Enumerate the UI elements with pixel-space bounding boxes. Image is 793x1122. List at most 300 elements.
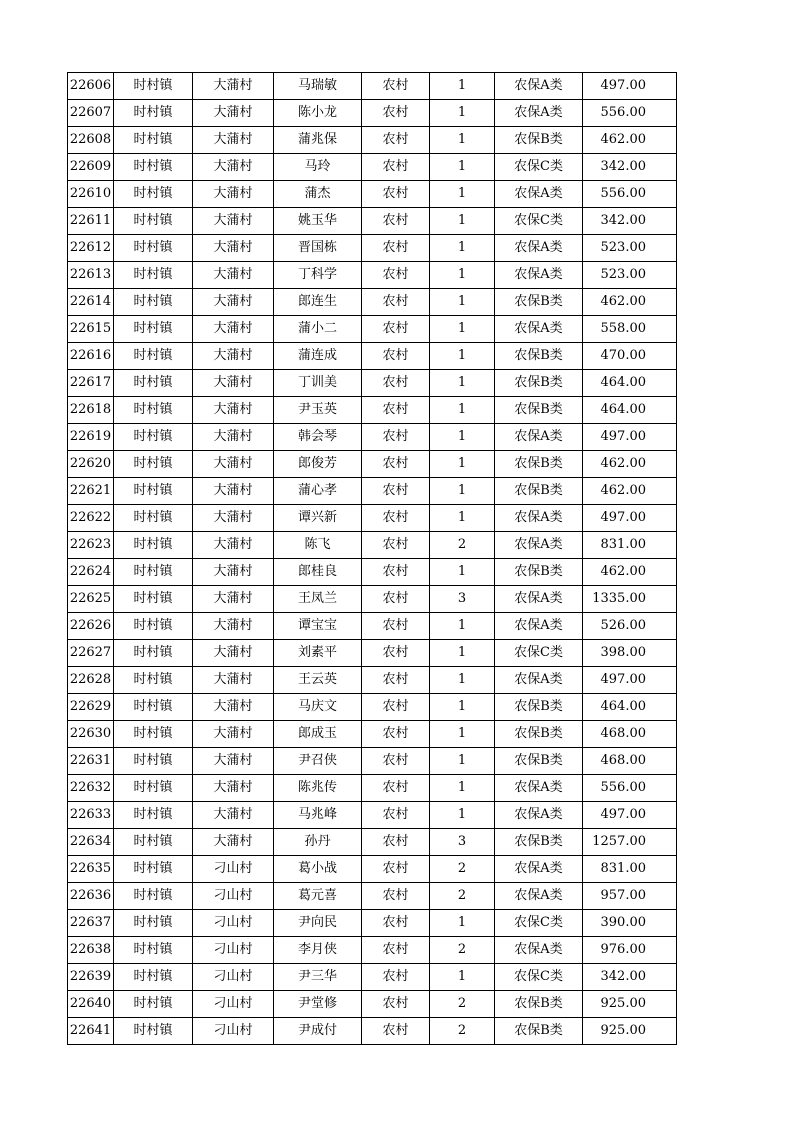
- table-row: [68, 586, 677, 613]
- village-cell: 大蒲村: [193, 100, 274, 127]
- amount-cell: 497.00: [583, 73, 677, 100]
- village-cell: 大蒲村: [193, 802, 274, 829]
- insurance-class-cell: 农保B类: [495, 397, 583, 424]
- household-size-cell: 1: [430, 208, 495, 235]
- table-row: [68, 262, 677, 289]
- amount-cell: 468.00: [583, 721, 677, 748]
- household-size-cell: 1: [430, 964, 495, 991]
- name-cell: 葛小战: [274, 856, 362, 883]
- area-type-cell: 农村: [362, 100, 430, 127]
- amount-cell: 957.00: [583, 883, 677, 910]
- area-type-cell: 农村: [362, 154, 430, 181]
- name-cell: 蒲小二: [274, 316, 362, 343]
- area-type-cell: 农村: [362, 208, 430, 235]
- record-id-cell: 22617: [68, 370, 114, 397]
- area-type-cell: 农村: [362, 370, 430, 397]
- table-row: [68, 613, 677, 640]
- village-cell: 刁山村: [193, 910, 274, 937]
- amount-cell: 462.00: [583, 478, 677, 505]
- amount-cell: 462.00: [583, 289, 677, 316]
- name-cell: 刘素平: [274, 640, 362, 667]
- area-type-cell: 农村: [362, 559, 430, 586]
- amount-cell: 556.00: [583, 775, 677, 802]
- name-cell: 马兆峰: [274, 802, 362, 829]
- area-type-cell: 农村: [362, 316, 430, 343]
- amount-cell: 976.00: [583, 937, 677, 964]
- household-size-cell: 1: [430, 289, 495, 316]
- town-cell: 时村镇: [114, 613, 193, 640]
- record-id-cell: 22639: [68, 964, 114, 991]
- name-cell: 谭宝宝: [274, 613, 362, 640]
- insurance-class-cell: 农保B类: [495, 748, 583, 775]
- table-row: [68, 559, 677, 586]
- town-cell: 时村镇: [114, 73, 193, 100]
- town-cell: 时村镇: [114, 748, 193, 775]
- name-cell: 郎桂良: [274, 559, 362, 586]
- amount-cell: 464.00: [583, 397, 677, 424]
- village-cell: 大蒲村: [193, 775, 274, 802]
- amount-cell: 526.00: [583, 613, 677, 640]
- town-cell: 时村镇: [114, 262, 193, 289]
- household-size-cell: 2: [430, 883, 495, 910]
- name-cell: 郎俊芳: [274, 451, 362, 478]
- town-cell: 时村镇: [114, 586, 193, 613]
- table-row: [68, 73, 677, 100]
- name-cell: 尹召侠: [274, 748, 362, 775]
- village-cell: 大蒲村: [193, 316, 274, 343]
- insurance-class-cell: 农保C类: [495, 964, 583, 991]
- amount-cell: 556.00: [583, 181, 677, 208]
- area-type-cell: 农村: [362, 829, 430, 856]
- village-cell: 大蒲村: [193, 694, 274, 721]
- name-cell: 丁科学: [274, 262, 362, 289]
- household-size-cell: 2: [430, 937, 495, 964]
- household-size-cell: 1: [430, 262, 495, 289]
- amount-cell: 523.00: [583, 235, 677, 262]
- table-row: [68, 181, 677, 208]
- amount-cell: 831.00: [583, 532, 677, 559]
- household-size-cell: 2: [430, 991, 495, 1018]
- area-type-cell: 农村: [362, 343, 430, 370]
- table-row: [68, 451, 677, 478]
- table-row: [68, 883, 677, 910]
- table-row: [68, 397, 677, 424]
- insurance-class-cell: 农保A类: [495, 775, 583, 802]
- village-cell: 大蒲村: [193, 505, 274, 532]
- table-row: [68, 343, 677, 370]
- record-id-cell: 22630: [68, 721, 114, 748]
- record-id-cell: 22614: [68, 289, 114, 316]
- household-size-cell: 1: [430, 640, 495, 667]
- area-type-cell: 农村: [362, 289, 430, 316]
- insurance-class-cell: 农保A类: [495, 856, 583, 883]
- table-row: [68, 721, 677, 748]
- record-id-cell: 22619: [68, 424, 114, 451]
- area-type-cell: 农村: [362, 640, 430, 667]
- table-row: [68, 856, 677, 883]
- town-cell: 时村镇: [114, 1018, 193, 1045]
- table-row: [68, 937, 677, 964]
- insurance-class-cell: 农保A类: [495, 937, 583, 964]
- town-cell: 时村镇: [114, 694, 193, 721]
- town-cell: 时村镇: [114, 208, 193, 235]
- amount-cell: 464.00: [583, 370, 677, 397]
- village-cell: 大蒲村: [193, 721, 274, 748]
- area-type-cell: 农村: [362, 451, 430, 478]
- record-id-cell: 22632: [68, 775, 114, 802]
- record-id-cell: 22607: [68, 100, 114, 127]
- household-size-cell: 1: [430, 100, 495, 127]
- village-cell: 大蒲村: [193, 181, 274, 208]
- household-size-cell: 2: [430, 856, 495, 883]
- record-id-cell: 22640: [68, 991, 114, 1018]
- insurance-class-cell: 农保B类: [495, 451, 583, 478]
- area-type-cell: 农村: [362, 964, 430, 991]
- insurance-class-cell: 农保B类: [495, 127, 583, 154]
- table-row: [68, 208, 677, 235]
- amount-cell: 342.00: [583, 154, 677, 181]
- village-cell: 大蒲村: [193, 586, 274, 613]
- insurance-class-cell: 农保A类: [495, 181, 583, 208]
- town-cell: 时村镇: [114, 181, 193, 208]
- household-size-cell: 1: [430, 424, 495, 451]
- area-type-cell: 农村: [362, 73, 430, 100]
- name-cell: 郎成玉: [274, 721, 362, 748]
- village-cell: 大蒲村: [193, 208, 274, 235]
- record-id-cell: 22626: [68, 613, 114, 640]
- town-cell: 时村镇: [114, 532, 193, 559]
- table-row: [68, 505, 677, 532]
- area-type-cell: 农村: [362, 1018, 430, 1045]
- amount-cell: 464.00: [583, 694, 677, 721]
- village-cell: 刁山村: [193, 856, 274, 883]
- area-type-cell: 农村: [362, 748, 430, 775]
- village-cell: 大蒲村: [193, 154, 274, 181]
- amount-cell: 523.00: [583, 262, 677, 289]
- table-row: [68, 694, 677, 721]
- insurance-class-cell: 农保C类: [495, 910, 583, 937]
- town-cell: 时村镇: [114, 370, 193, 397]
- name-cell: 陈兆传: [274, 775, 362, 802]
- village-cell: 大蒲村: [193, 235, 274, 262]
- village-cell: 大蒲村: [193, 532, 274, 559]
- town-cell: 时村镇: [114, 991, 193, 1018]
- name-cell: 蒲兆保: [274, 127, 362, 154]
- area-type-cell: 农村: [362, 181, 430, 208]
- area-type-cell: 农村: [362, 667, 430, 694]
- amount-cell: 497.00: [583, 667, 677, 694]
- village-cell: 大蒲村: [193, 478, 274, 505]
- village-cell: 大蒲村: [193, 829, 274, 856]
- insurance-class-cell: 农保B类: [495, 343, 583, 370]
- village-cell: 刁山村: [193, 937, 274, 964]
- record-id-cell: 22624: [68, 559, 114, 586]
- town-cell: 时村镇: [114, 316, 193, 343]
- town-cell: 时村镇: [114, 775, 193, 802]
- household-size-cell: 1: [430, 127, 495, 154]
- household-size-cell: 1: [430, 73, 495, 100]
- insurance-class-cell: 农保B类: [495, 694, 583, 721]
- village-cell: 刁山村: [193, 991, 274, 1018]
- record-id-cell: 22634: [68, 829, 114, 856]
- household-size-cell: 1: [430, 721, 495, 748]
- record-id-cell: 22610: [68, 181, 114, 208]
- household-size-cell: 1: [430, 397, 495, 424]
- name-cell: 王凤兰: [274, 586, 362, 613]
- name-cell: 韩会琴: [274, 424, 362, 451]
- household-size-cell: 1: [430, 775, 495, 802]
- insurance-class-cell: 农保A类: [495, 667, 583, 694]
- area-type-cell: 农村: [362, 235, 430, 262]
- table-row: [68, 991, 677, 1018]
- table-row: [68, 910, 677, 937]
- village-cell: 刁山村: [193, 1018, 274, 1045]
- town-cell: 时村镇: [114, 451, 193, 478]
- household-size-cell: 1: [430, 235, 495, 262]
- town-cell: 时村镇: [114, 883, 193, 910]
- table-body: [68, 73, 677, 1045]
- insurance-class-cell: 农保A类: [495, 883, 583, 910]
- insurance-class-cell: 农保A类: [495, 316, 583, 343]
- village-cell: 大蒲村: [193, 370, 274, 397]
- table-row: [68, 100, 677, 127]
- insurance-class-cell: 农保B类: [495, 721, 583, 748]
- amount-cell: 1257.00: [583, 829, 677, 856]
- area-type-cell: 农村: [362, 424, 430, 451]
- table-row: [68, 154, 677, 181]
- household-size-cell: 1: [430, 478, 495, 505]
- area-type-cell: 农村: [362, 613, 430, 640]
- village-cell: 大蒲村: [193, 127, 274, 154]
- name-cell: 尹成付: [274, 1018, 362, 1045]
- area-type-cell: 农村: [362, 532, 430, 559]
- insurance-class-cell: 农保A类: [495, 424, 583, 451]
- town-cell: 时村镇: [114, 559, 193, 586]
- household-size-cell: 1: [430, 451, 495, 478]
- village-cell: 大蒲村: [193, 667, 274, 694]
- insurance-class-cell: 农保A类: [495, 505, 583, 532]
- village-cell: 大蒲村: [193, 73, 274, 100]
- town-cell: 时村镇: [114, 829, 193, 856]
- amount-cell: 342.00: [583, 964, 677, 991]
- name-cell: 陈小龙: [274, 100, 362, 127]
- town-cell: 时村镇: [114, 289, 193, 316]
- name-cell: 晋国栋: [274, 235, 362, 262]
- name-cell: 孙丹: [274, 829, 362, 856]
- name-cell: 蒲连成: [274, 343, 362, 370]
- area-type-cell: 农村: [362, 586, 430, 613]
- table-row: [68, 316, 677, 343]
- name-cell: 马玲: [274, 154, 362, 181]
- record-id-cell: 22622: [68, 505, 114, 532]
- town-cell: 时村镇: [114, 910, 193, 937]
- insurance-class-cell: 农保A类: [495, 532, 583, 559]
- table-row: [68, 235, 677, 262]
- household-size-cell: 1: [430, 694, 495, 721]
- area-type-cell: 农村: [362, 505, 430, 532]
- name-cell: 尹堂修: [274, 991, 362, 1018]
- area-type-cell: 农村: [362, 694, 430, 721]
- town-cell: 时村镇: [114, 964, 193, 991]
- name-cell: 尹三华: [274, 964, 362, 991]
- household-size-cell: 1: [430, 613, 495, 640]
- village-cell: 刁山村: [193, 964, 274, 991]
- household-size-cell: 1: [430, 505, 495, 532]
- area-type-cell: 农村: [362, 856, 430, 883]
- name-cell: 李月侠: [274, 937, 362, 964]
- name-cell: 陈飞: [274, 532, 362, 559]
- record-id-cell: 22620: [68, 451, 114, 478]
- insurance-class-cell: 农保A类: [495, 235, 583, 262]
- town-cell: 时村镇: [114, 154, 193, 181]
- village-cell: 大蒲村: [193, 559, 274, 586]
- town-cell: 时村镇: [114, 478, 193, 505]
- record-id-cell: 22637: [68, 910, 114, 937]
- record-id-cell: 22615: [68, 316, 114, 343]
- town-cell: 时村镇: [114, 127, 193, 154]
- table-row: [68, 802, 677, 829]
- town-cell: 时村镇: [114, 937, 193, 964]
- household-size-cell: 2: [430, 1018, 495, 1045]
- town-cell: 时村镇: [114, 424, 193, 451]
- table-row: [68, 289, 677, 316]
- name-cell: 尹玉英: [274, 397, 362, 424]
- insurance-class-cell: 农保A类: [495, 586, 583, 613]
- amount-cell: 556.00: [583, 100, 677, 127]
- record-id-cell: 22628: [68, 667, 114, 694]
- record-id-cell: 22629: [68, 694, 114, 721]
- name-cell: 葛元喜: [274, 883, 362, 910]
- area-type-cell: 农村: [362, 991, 430, 1018]
- amount-cell: 468.00: [583, 748, 677, 775]
- area-type-cell: 农村: [362, 802, 430, 829]
- insurance-class-cell: 农保A类: [495, 100, 583, 127]
- insurance-class-cell: 农保A类: [495, 73, 583, 100]
- record-id-cell: 22613: [68, 262, 114, 289]
- table-row: [68, 370, 677, 397]
- area-type-cell: 农村: [362, 883, 430, 910]
- household-size-cell: 1: [430, 748, 495, 775]
- insurance-class-cell: 农保A类: [495, 262, 583, 289]
- insurance-class-cell: 农保C类: [495, 154, 583, 181]
- insurance-class-cell: 农保C类: [495, 208, 583, 235]
- village-cell: 大蒲村: [193, 613, 274, 640]
- area-type-cell: 农村: [362, 262, 430, 289]
- amount-cell: 925.00: [583, 1018, 677, 1045]
- area-type-cell: 农村: [362, 937, 430, 964]
- data-table-container: [67, 72, 676, 1045]
- table-row: [68, 775, 677, 802]
- amount-cell: 1335.00: [583, 586, 677, 613]
- town-cell: 时村镇: [114, 640, 193, 667]
- amount-cell: 558.00: [583, 316, 677, 343]
- amount-cell: 497.00: [583, 802, 677, 829]
- record-id-cell: 22636: [68, 883, 114, 910]
- amount-cell: 462.00: [583, 127, 677, 154]
- record-id-cell: 22623: [68, 532, 114, 559]
- insurance-class-cell: 农保A类: [495, 802, 583, 829]
- area-type-cell: 农村: [362, 721, 430, 748]
- record-id-cell: 22618: [68, 397, 114, 424]
- area-type-cell: 农村: [362, 397, 430, 424]
- table-row: [68, 748, 677, 775]
- name-cell: 马瑞敏: [274, 73, 362, 100]
- household-size-cell: 1: [430, 910, 495, 937]
- village-cell: 大蒲村: [193, 640, 274, 667]
- area-type-cell: 农村: [362, 127, 430, 154]
- household-size-cell: 1: [430, 316, 495, 343]
- town-cell: 时村镇: [114, 856, 193, 883]
- record-id-cell: 22608: [68, 127, 114, 154]
- insurance-class-cell: 农保B类: [495, 289, 583, 316]
- town-cell: 时村镇: [114, 721, 193, 748]
- insurance-class-cell: 农保B类: [495, 370, 583, 397]
- village-cell: 大蒲村: [193, 748, 274, 775]
- town-cell: 时村镇: [114, 397, 193, 424]
- village-cell: 大蒲村: [193, 262, 274, 289]
- amount-cell: 497.00: [583, 424, 677, 451]
- name-cell: 谭兴新: [274, 505, 362, 532]
- amount-cell: 470.00: [583, 343, 677, 370]
- insurance-class-cell: 农保B类: [495, 991, 583, 1018]
- village-cell: 大蒲村: [193, 424, 274, 451]
- household-size-cell: 3: [430, 829, 495, 856]
- table-row: [68, 478, 677, 505]
- record-id-cell: 22635: [68, 856, 114, 883]
- household-size-cell: 1: [430, 154, 495, 181]
- amount-cell: 462.00: [583, 559, 677, 586]
- insurance-class-cell: 农保B类: [495, 1018, 583, 1045]
- name-cell: 王云英: [274, 667, 362, 694]
- area-type-cell: 农村: [362, 910, 430, 937]
- table-row: [68, 964, 677, 991]
- household-size-cell: 3: [430, 586, 495, 613]
- household-size-cell: 1: [430, 370, 495, 397]
- record-id-cell: 22633: [68, 802, 114, 829]
- insurance-class-cell: 农保B类: [495, 478, 583, 505]
- town-cell: 时村镇: [114, 343, 193, 370]
- household-size-cell: 1: [430, 667, 495, 694]
- record-id-cell: 22621: [68, 478, 114, 505]
- amount-cell: 497.00: [583, 505, 677, 532]
- name-cell: 马庆文: [274, 694, 362, 721]
- insurance-class-cell: 农保C类: [495, 640, 583, 667]
- name-cell: 蒲杰: [274, 181, 362, 208]
- record-id-cell: 22625: [68, 586, 114, 613]
- name-cell: 蒲心孝: [274, 478, 362, 505]
- village-cell: 大蒲村: [193, 397, 274, 424]
- name-cell: 丁训美: [274, 370, 362, 397]
- household-size-cell: 2: [430, 532, 495, 559]
- insurance-class-cell: 农保B类: [495, 829, 583, 856]
- record-id-cell: 22641: [68, 1018, 114, 1045]
- table-row: [68, 1018, 677, 1045]
- record-id-cell: 22638: [68, 937, 114, 964]
- village-cell: 大蒲村: [193, 343, 274, 370]
- household-size-cell: 1: [430, 343, 495, 370]
- area-type-cell: 农村: [362, 775, 430, 802]
- record-id-cell: 22611: [68, 208, 114, 235]
- record-id-cell: 22606: [68, 73, 114, 100]
- village-cell: 刁山村: [193, 883, 274, 910]
- table-row: [68, 667, 677, 694]
- area-type-cell: 农村: [362, 478, 430, 505]
- household-size-cell: 1: [430, 802, 495, 829]
- town-cell: 时村镇: [114, 100, 193, 127]
- amount-cell: 398.00: [583, 640, 677, 667]
- insurance-class-cell: 农保A类: [495, 613, 583, 640]
- record-id-cell: 22631: [68, 748, 114, 775]
